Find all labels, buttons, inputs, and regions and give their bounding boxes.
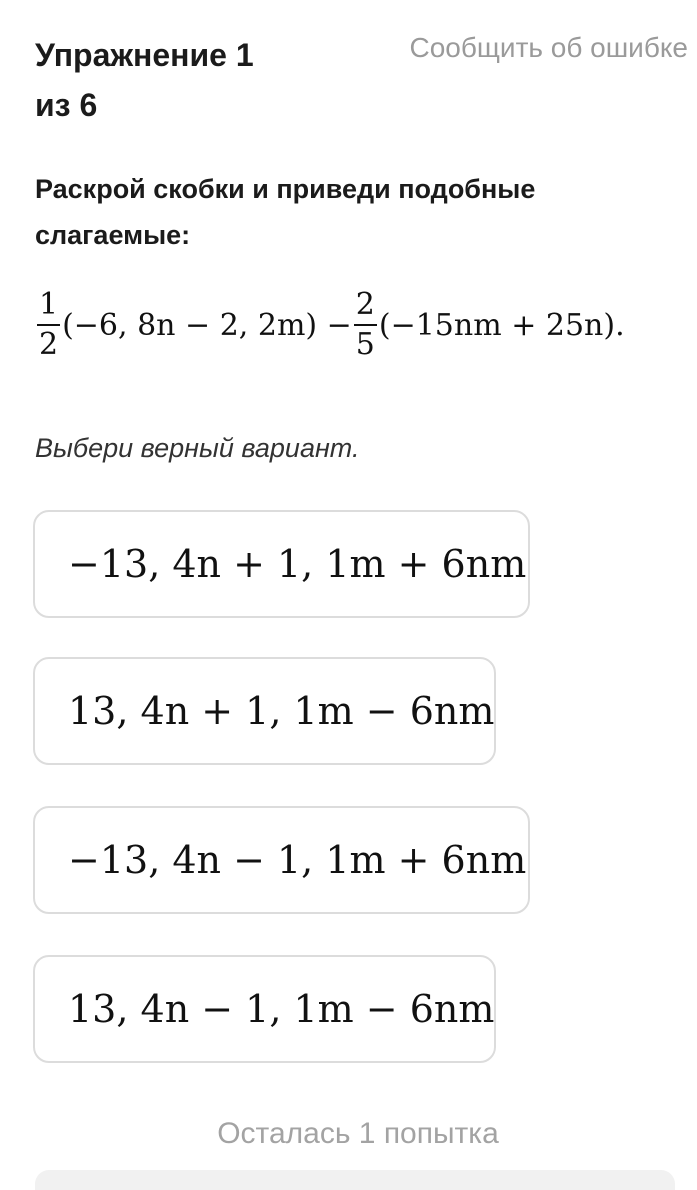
answer-option-4[interactable]: [33, 955, 496, 1063]
task-formula: [35, 280, 685, 370]
fraction-denominator: 5: [355, 327, 375, 362]
formula-part-1: (−6, 8n − 2, 2m) −: [62, 307, 352, 343]
answer-option-1[interactable]: [33, 510, 530, 618]
exercise-title: [35, 30, 335, 130]
answer-option-label: 13, 4n + 1, 1m − 6nm: [68, 689, 495, 733]
exercise-counter: из 6: [35, 87, 98, 123]
answer-option-label: −13, 4n − 1, 1m + 6nm: [68, 838, 527, 882]
task-instruction: [35, 166, 655, 258]
task-instruction-line1: Раскрой скобки и приведи подобные: [35, 174, 536, 204]
answer-option-3[interactable]: [33, 806, 530, 914]
exercise-header: [35, 30, 688, 130]
fraction-one-half: [37, 288, 60, 362]
submit-button[interactable]: [35, 1170, 675, 1190]
report-error-link[interactable]: Сообщить об ошибке: [409, 32, 688, 63]
fraction-two-fifths: [354, 288, 377, 362]
answer-option-label: −13, 4n + 1, 1m + 6nm: [68, 542, 527, 586]
answer-option-label: 13, 4n − 1, 1m − 6nm: [68, 987, 495, 1031]
exercise-title-line1: Упражнение 1: [35, 37, 254, 73]
fraction-numerator: 2: [354, 288, 377, 326]
fraction-denominator: 2: [39, 327, 59, 362]
formula-part-2: (−15nm + 25n).: [378, 307, 625, 343]
attempts-remaining: Осталась 1 попытка: [217, 1117, 499, 1150]
fraction-numerator: 1: [37, 288, 60, 326]
choose-prompt: Выбери верный вариант.: [35, 433, 360, 463]
task-instruction-line2: слагаемые:: [35, 220, 191, 250]
answer-option-2[interactable]: [33, 657, 496, 765]
